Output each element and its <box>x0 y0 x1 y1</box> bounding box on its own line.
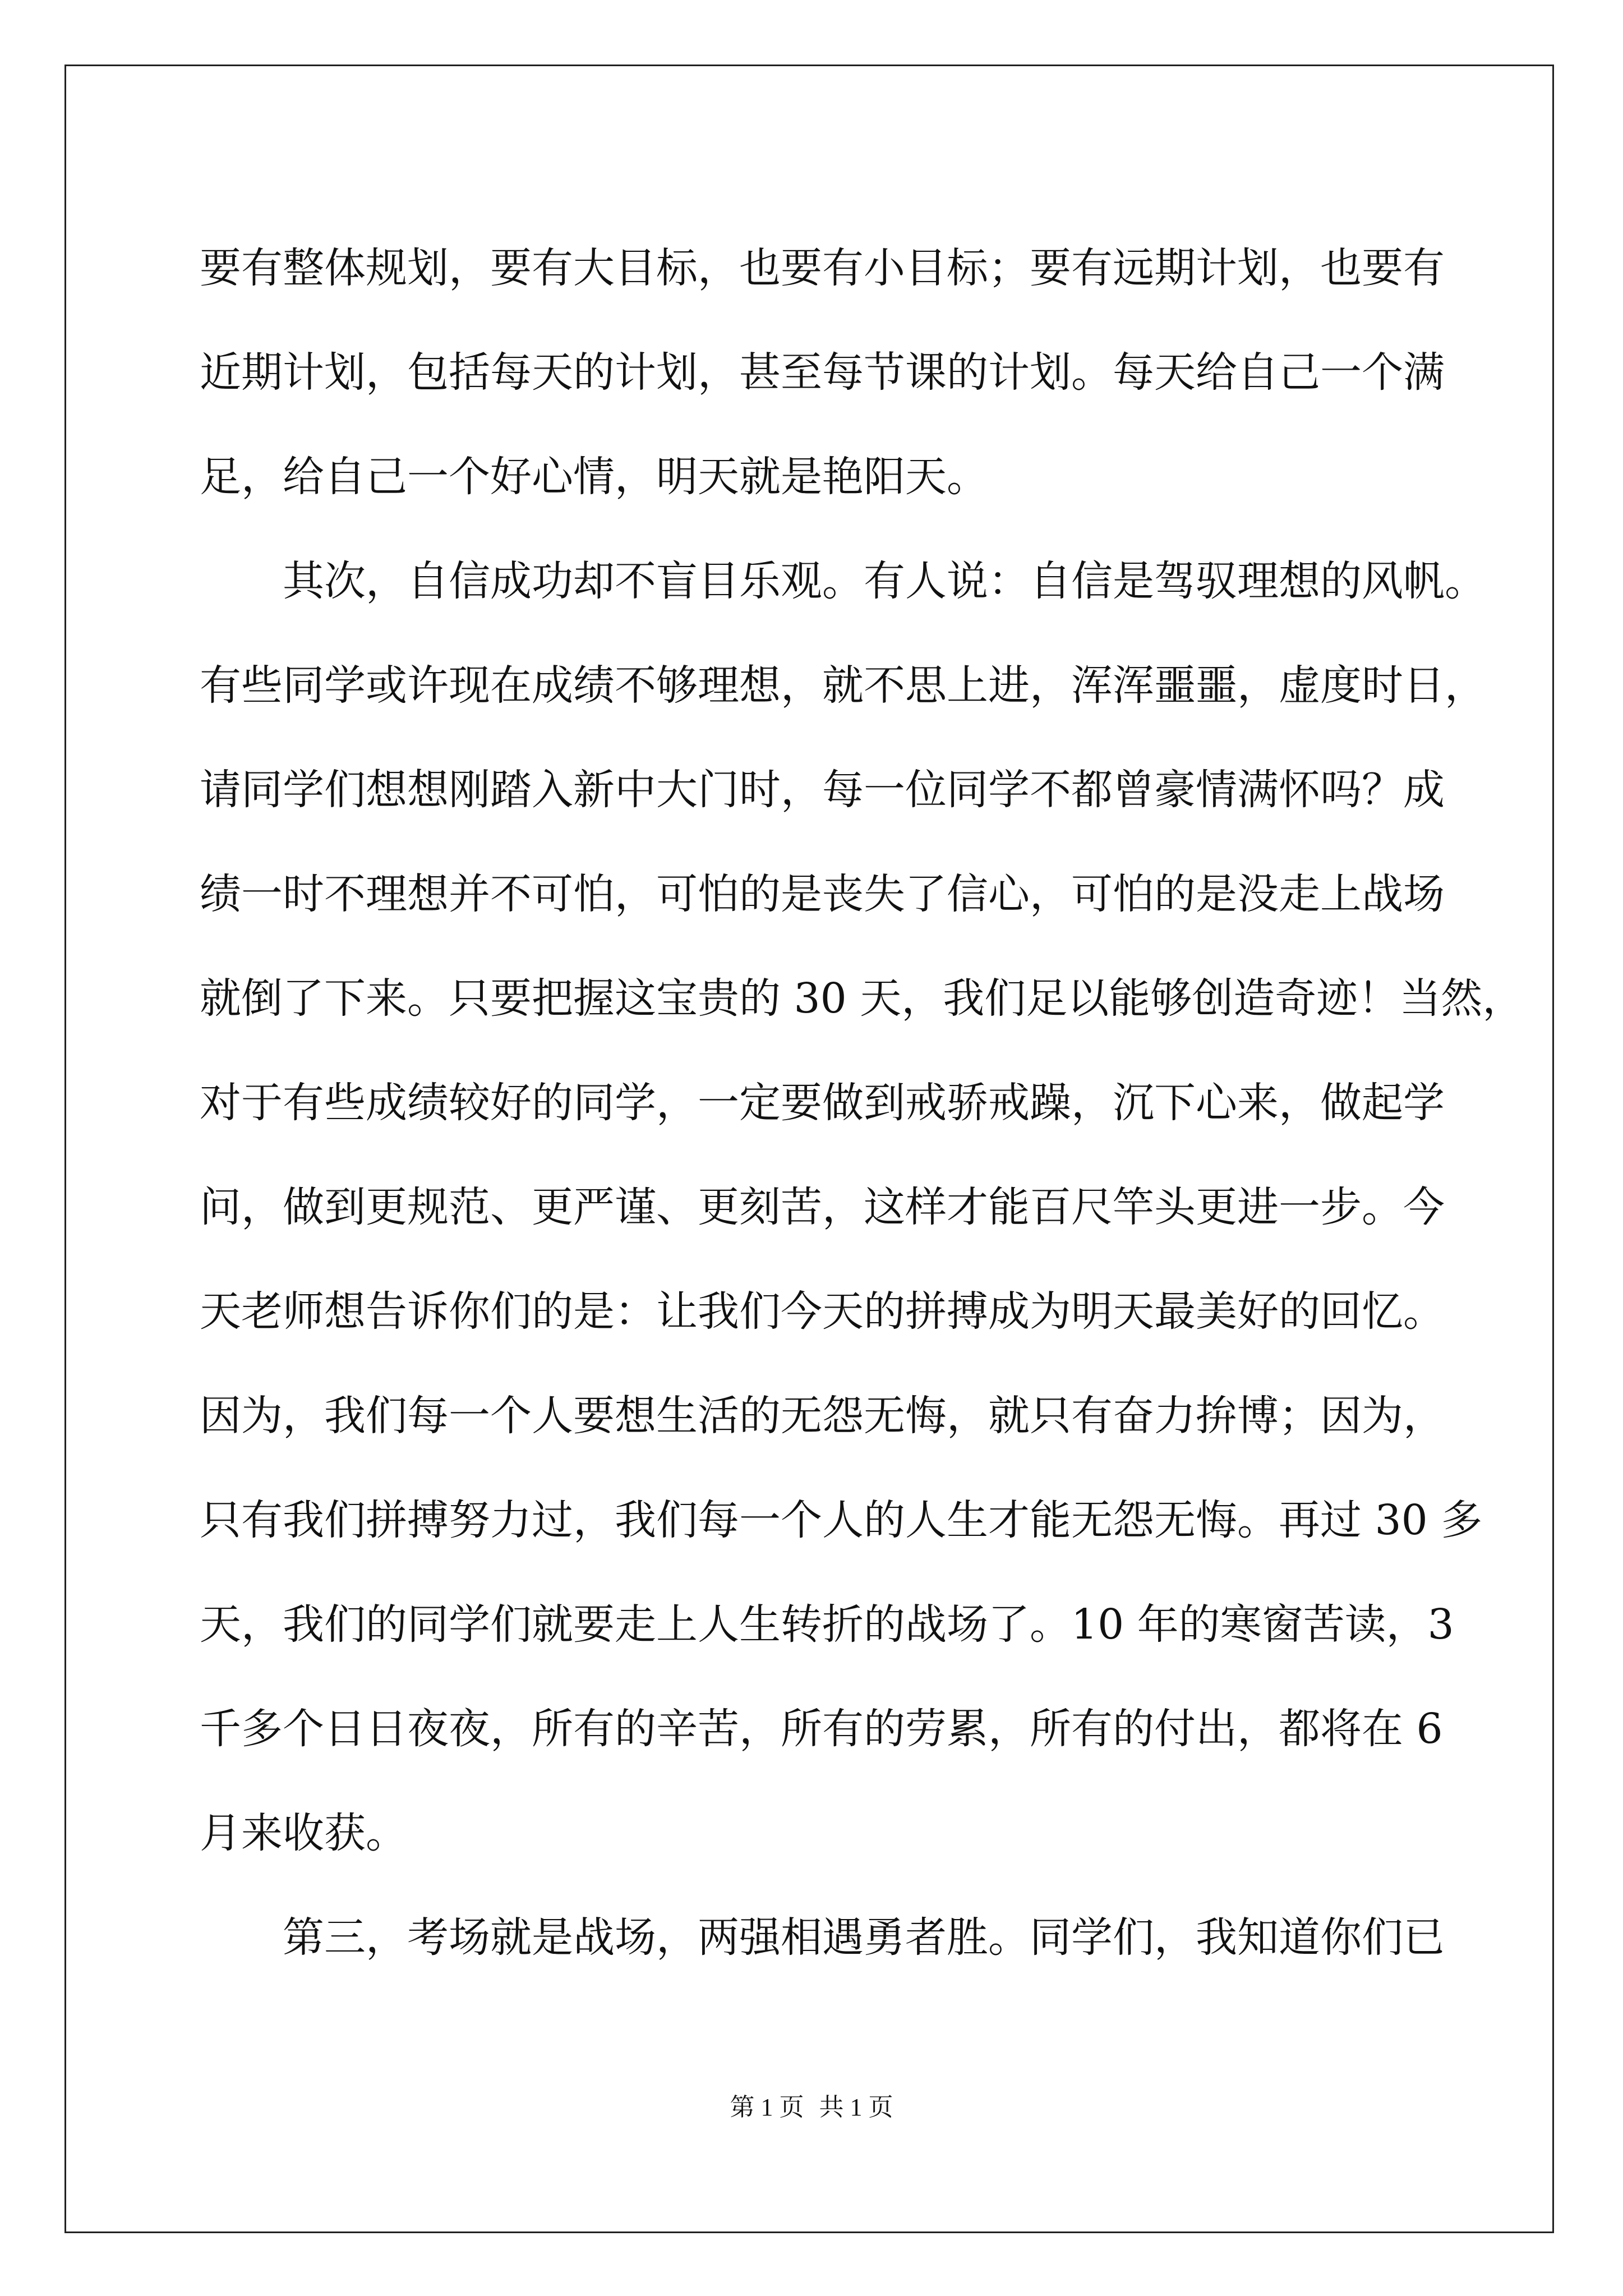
text-line: 就倒了下来。只要把握这宝贵的 30 天，我们足以能够创造奇迹！当然， <box>200 974 1524 1023</box>
paragraph-2 <box>200 529 1524 1885</box>
page-total: 共 1 页 <box>819 2093 893 2121</box>
text-line: 月来收获。 <box>200 1809 407 1857</box>
text-line: 千多个日日夜夜，所有的辛苦，所有的劳累，所有的付出，都将在 6 <box>200 1705 1443 1753</box>
text-line: 要有整体规划，要有大目标，也要有小目标；要有远期计划，也要有 <box>200 244 1445 292</box>
text-line: 绩一时不理想并不可怕，可怕的是丧失了信心，可怕的是没走上战场 <box>200 870 1445 918</box>
text-line: 问，做到更规范、更严谨、更刻苦，这样才能百尺竿头更进一步。今 <box>200 1183 1445 1231</box>
text-line: 天老师想告诉你们的是：让我们今天的拼搏成为明天最美好的回忆。 <box>200 1287 1445 1336</box>
text-line: 其次，自信成功却不盲目乐观。有人说：自信是驾驭理想的风帆。 <box>283 557 1486 605</box>
text-line: 对于有些成绩较好的同学，一定要做到戒骄戒躁，沉下心来，做起学 <box>200 1079 1445 1127</box>
text-line: 请同学们想想刚踏入新中大门时，每一位同学不都曾豪情满怀吗？成 <box>200 766 1445 814</box>
text-line: 足，给自己一个好心情，明天就是艳阳天。 <box>200 453 988 501</box>
paragraph-3 <box>200 1885 1445 1990</box>
page-footer <box>0 2087 1623 2123</box>
text-line: 天，我们的同学们就要走上人生转折的战场了。10 年的寒窗苦读，3 <box>200 1600 1454 1649</box>
paragraph-1 <box>200 216 1445 529</box>
page-number: 第 1 页 <box>730 2093 804 2121</box>
text-line: 只有我们拼搏努力过，我们每一个人的人生才能无怨无悔。再过 30 多 <box>200 1496 1483 1544</box>
text-line: 有些同学或许现在成绩不够理想，就不思上进，浑浑噩噩，虚度时日， <box>200 661 1486 710</box>
document-body <box>200 216 1524 1990</box>
text-line: 第三，考场就是战场，两强相遇勇者胜。同学们，我知道你们已 <box>283 1913 1445 1962</box>
text-line: 近期计划，包括每天的计划，甚至每节课的计划。每天给自己一个满 <box>200 348 1445 397</box>
text-line: 因为，我们每一个人要想生活的无怨无悔，就只有奋力拚博；因为， <box>200 1392 1445 1440</box>
